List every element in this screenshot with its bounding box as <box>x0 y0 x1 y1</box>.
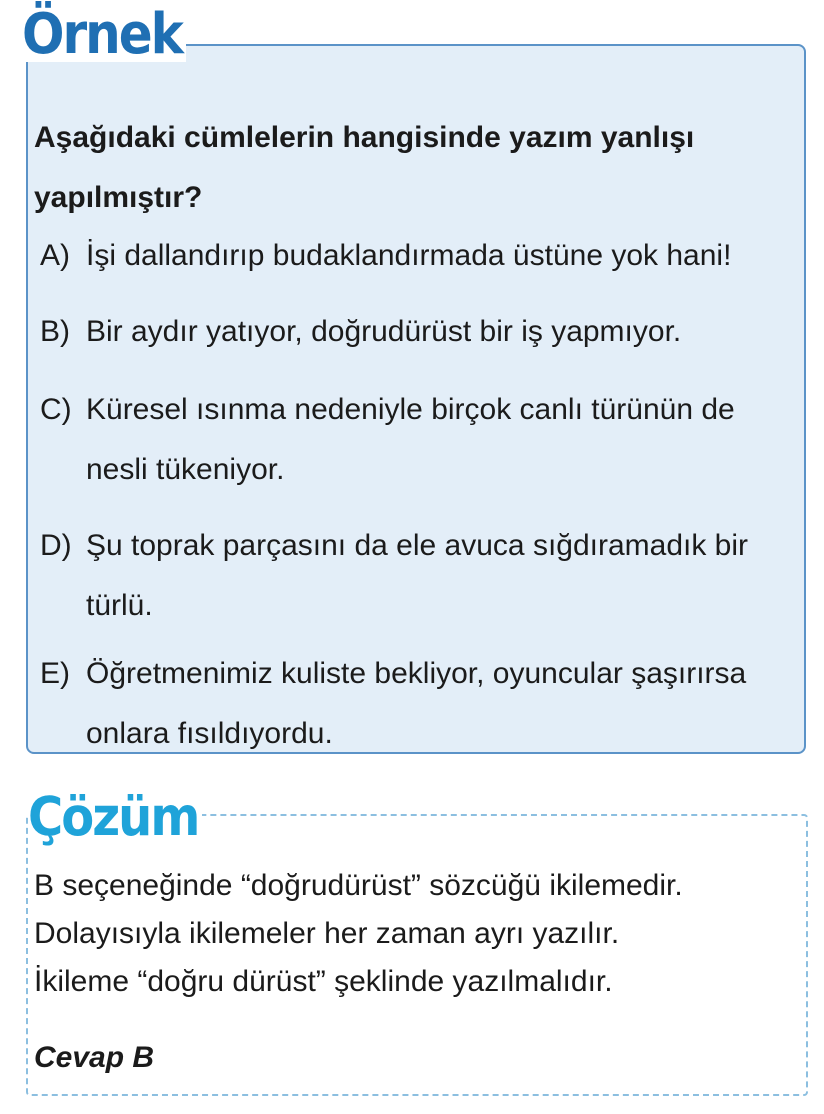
option-letter: D) <box>40 529 72 562</box>
option-a <box>40 226 800 286</box>
solution-text <box>34 862 804 1006</box>
solution-line: İkileme “doğru dürüst” şeklinde yazılmalıdır. <box>34 965 613 998</box>
option-text: Öğretmenimiz kuliste bekliyor, oyuncular şaşırırsa onlara fısıldıyordu. <box>86 657 747 750</box>
question-text: Aşağıdaki cümlelerin hangisinde yazım yanlışı yapılmıştır? <box>34 121 695 214</box>
option-letter: A) <box>40 239 70 272</box>
option-c <box>40 380 800 500</box>
example-heading: Örnek <box>22 6 186 62</box>
option-d <box>40 516 800 636</box>
option-text: Küresel ısınma nedeniyle birçok canlı türünün de nesli tükeniyor. <box>86 393 735 486</box>
solution-heading: Çözüm <box>28 790 202 844</box>
solution-line: B seçeneğinde “doğrudürüst” sözcüğü ikilemedir. <box>34 869 683 902</box>
option-text: İşi dallandırıp budaklandırmada üstüne yok hani! <box>86 239 732 272</box>
answer-label: Cevap B <box>34 1041 155 1074</box>
option-letter: E) <box>40 657 70 690</box>
option-b <box>40 302 800 362</box>
option-text: Bir aydır yatıyor, doğrudürüst bir iş yapmıyor. <box>86 315 682 348</box>
solution-line: Dolayısıyla ikilemeler her zaman ayrı yazılır. <box>34 917 620 950</box>
option-letter: C) <box>40 393 72 426</box>
option-e <box>40 644 800 764</box>
option-letter: B) <box>40 315 70 348</box>
option-text: Şu toprak parçasını da ele avuca sığdıramadık bir türlü. <box>86 529 749 622</box>
